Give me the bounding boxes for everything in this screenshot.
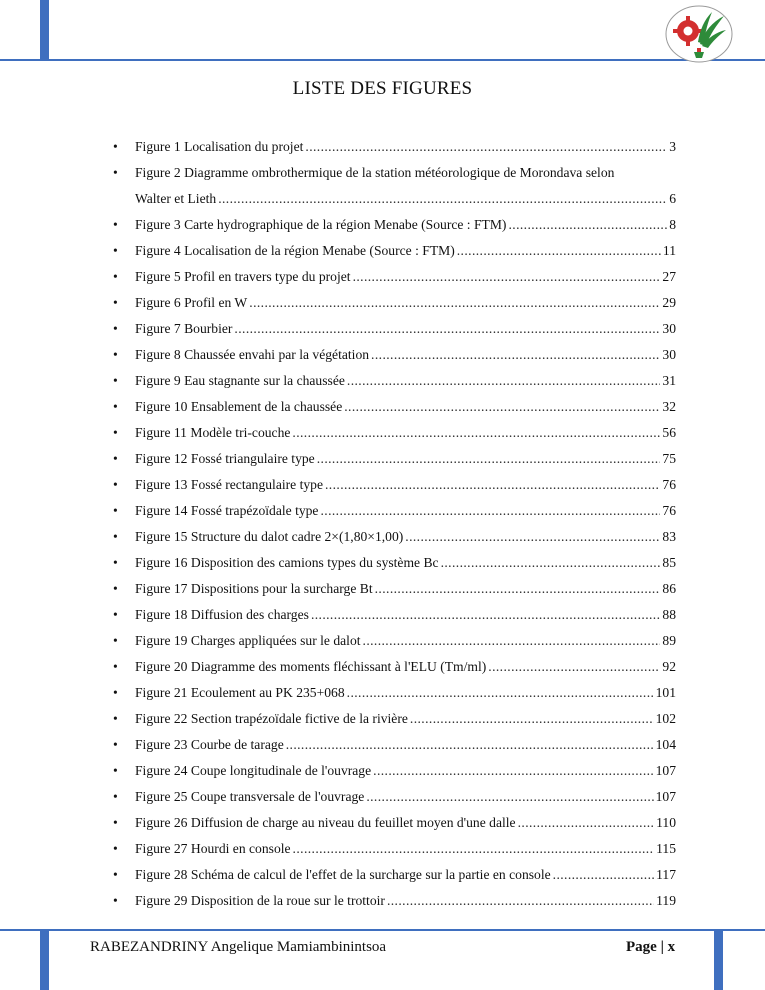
figure-page: 75: [662, 451, 676, 466]
footer-rule: [0, 929, 765, 931]
figure-entry[interactable]: [113, 160, 676, 212]
figure-row: [135, 706, 676, 732]
figure-page: 119: [656, 893, 676, 908]
figure-row: [135, 368, 676, 394]
figure-page: 6: [669, 191, 676, 206]
figure-title: Figure 24 Coupe longitudinale de l'ouvrage: [135, 763, 372, 778]
figure-row: [135, 212, 676, 238]
figure-row: [135, 524, 676, 550]
figure-entry[interactable]: [113, 628, 676, 654]
figure-title: Figure 17 Dispositions pour la surcharge Bt: [135, 581, 373, 596]
figure-entry[interactable]: [113, 290, 676, 316]
figure-title: Figure 11 Modèle tri-couche: [135, 425, 291, 440]
dot-leader: [373, 758, 653, 784]
figure-entry[interactable]: [113, 498, 676, 524]
figure-title: Figure 6 Profil en W: [135, 295, 248, 310]
bullet-icon: •: [113, 841, 118, 856]
dot-leader: [441, 550, 661, 576]
figure-title: Figure 15 Structure du dalot cadre 2×(1,80×1,00): [135, 529, 404, 544]
figure-entry[interactable]: [113, 576, 676, 602]
figure-title: Walter et Lieth: [135, 191, 217, 206]
figure-title: Figure 28 Schéma de calcul de l'effet de la surcharge sur la partie en console: [135, 867, 551, 882]
footer-page-number: [626, 939, 675, 956]
dot-leader: [305, 134, 667, 160]
figure-row: [135, 888, 676, 914]
figure-title: Figure 8 Chaussée envahi par la végétation: [135, 347, 370, 362]
bullet-icon: •: [113, 815, 118, 830]
bullet-icon: •: [113, 555, 118, 570]
figure-entry[interactable]: [113, 550, 676, 576]
figure-row: [135, 316, 676, 342]
figure-page: 117: [656, 867, 676, 882]
figure-title: Figure 22 Section trapézoïdale fictive de la rivière: [135, 711, 408, 726]
header-rule: [0, 59, 765, 61]
figure-page: 107: [655, 763, 676, 778]
bullet-icon: •: [113, 711, 118, 726]
bullet-icon: •: [113, 529, 118, 544]
figure-row: [135, 472, 676, 498]
figure-page: 89: [662, 633, 676, 648]
figure-page: 76: [662, 477, 676, 492]
figure-row: [135, 394, 676, 420]
figure-page: 88: [662, 607, 676, 622]
figure-title: Figure 27 Hourdi en console: [135, 841, 291, 856]
dot-leader: [457, 238, 661, 264]
dot-leader: [344, 394, 660, 420]
figure-row: [135, 680, 676, 706]
figure-entry[interactable]: [113, 238, 676, 264]
dot-leader: [325, 472, 660, 498]
dot-leader: [387, 888, 654, 914]
dot-leader: [320, 498, 660, 524]
dot-leader: [311, 602, 660, 628]
footer-left-bar: [40, 931, 49, 990]
figure-page: 110: [656, 815, 676, 830]
figure-entry[interactable]: [113, 524, 676, 550]
figure-page: 101: [655, 685, 676, 700]
figure-page: 107: [655, 789, 676, 804]
bullet-icon: •: [113, 685, 118, 700]
figure-row: [135, 602, 676, 628]
figure-title-line1: Figure 2 Diagramme ombrothermique de la station météorologique de Morondava selon: [135, 165, 615, 180]
figure-entry[interactable]: [113, 264, 676, 290]
bullet-icon: •: [113, 503, 118, 518]
figure-row: [135, 836, 676, 862]
figure-page: 31: [662, 373, 676, 388]
figure-entry[interactable]: [113, 472, 676, 498]
figure-entry[interactable]: [113, 134, 676, 160]
figure-entry[interactable]: [113, 706, 676, 732]
figure-page: 3: [669, 139, 676, 154]
figure-title: Figure 12 Fossé triangulaire type: [135, 451, 315, 466]
figure-row: [135, 290, 676, 316]
figure-entry[interactable]: [113, 654, 676, 680]
figure-title: Figure 14 Fossé trapézoïdale type: [135, 503, 319, 518]
figure-title: Figure 23 Courbe de tarage: [135, 737, 284, 752]
figure-row: [135, 810, 676, 836]
bullet-icon: •: [113, 425, 118, 440]
figure-entry[interactable]: [113, 888, 676, 914]
figure-page: 30: [662, 347, 676, 362]
dot-leader: [347, 680, 654, 706]
figure-title: Figure 13 Fossé rectangulaire type: [135, 477, 323, 492]
figure-entry[interactable]: [113, 732, 676, 758]
figure-entry[interactable]: [113, 758, 676, 784]
figure-entry[interactable]: [113, 394, 676, 420]
figure-row: [135, 342, 676, 368]
figure-title: Figure 16 Disposition des camions types du système Bc: [135, 555, 439, 570]
figure-page: 86: [662, 581, 676, 596]
figure-entry[interactable]: [113, 602, 676, 628]
bullet-icon: •: [113, 581, 118, 596]
figure-title: Figure 18 Diffusion des charges: [135, 607, 309, 622]
page-number: x: [667, 939, 676, 955]
bullet-icon: •: [113, 295, 118, 310]
figure-page: 83: [662, 529, 676, 544]
bullet-icon: •: [113, 477, 118, 492]
bullet-icon: •: [113, 243, 118, 258]
figure-title: Figure 19 Charges appliquées sur le dalot: [135, 633, 361, 648]
bullet-icon: •: [113, 659, 118, 674]
dot-leader: [347, 368, 661, 394]
figure-page: 11: [662, 243, 676, 258]
figure-entry[interactable]: [113, 862, 676, 888]
bullet-icon: •: [113, 269, 118, 284]
figure-entry[interactable]: [113, 680, 676, 706]
bullet-icon: •: [113, 139, 118, 154]
figure-row: [135, 862, 676, 888]
footer-author: RABEZANDRINY Angelique Mamiambinintsoa: [90, 939, 387, 955]
figure-entry[interactable]: [113, 446, 676, 472]
figure-entry[interactable]: [113, 212, 676, 238]
dot-leader: [363, 628, 661, 654]
dot-leader: [410, 706, 654, 732]
dot-leader: [405, 524, 660, 550]
figure-row: [135, 238, 676, 264]
bullet-icon: •: [113, 789, 118, 804]
figure-row: [135, 264, 676, 290]
figure-title: Figure 4 Localisation de la région Menabe (Source : FTM): [135, 243, 455, 258]
figure-page: 29: [662, 295, 676, 310]
dot-leader: [553, 862, 654, 888]
figure-title: Figure 1 Localisation du projet: [135, 139, 304, 154]
dot-leader: [286, 732, 654, 758]
figure-row: [135, 186, 676, 212]
bullet-icon: •: [113, 893, 118, 908]
footer-right-bar: [714, 929, 723, 990]
dot-leader: [371, 342, 660, 368]
figure-row: [135, 732, 676, 758]
figure-title: Figure 21 Ecoulement au PK 235+068: [135, 685, 345, 700]
dot-leader: [218, 186, 667, 212]
institution-logo: [664, 4, 734, 64]
figure-row: [135, 758, 676, 784]
bullet-icon: •: [113, 737, 118, 752]
figure-row: [135, 576, 676, 602]
dot-leader: [292, 420, 660, 446]
figure-title: Figure 3 Carte hydrographique de la région Menabe (Source : FTM): [135, 217, 507, 232]
bullet-icon: •: [113, 607, 118, 622]
page-separator: |: [660, 939, 664, 955]
bullet-icon: •: [113, 399, 118, 414]
figure-entry[interactable]: [113, 316, 676, 342]
figure-entry[interactable]: [113, 810, 676, 836]
figure-title: Figure 10 Ensablement de la chaussée: [135, 399, 343, 414]
figure-title: Figure 26 Diffusion de charge au niveau du feuillet moyen d'une dalle: [135, 815, 516, 830]
figure-title: Figure 9 Eau stagnante sur la chaussée: [135, 373, 345, 388]
figure-page: 85: [662, 555, 676, 570]
header-left-bar: [40, 0, 49, 60]
figure-page: 104: [655, 737, 676, 752]
figure-entry[interactable]: [113, 784, 676, 810]
figure-row: [135, 550, 676, 576]
figure-page: 27: [662, 269, 676, 284]
figure-title: Figure 25 Coupe transversale de l'ouvrage: [135, 789, 365, 804]
figure-page: 76: [662, 503, 676, 518]
page-label: Page: [626, 939, 657, 955]
figure-entry[interactable]: [113, 368, 676, 394]
figure-page: 56: [662, 425, 676, 440]
figure-row: [135, 784, 676, 810]
dot-leader: [518, 810, 655, 836]
bullet-icon: •: [113, 867, 118, 882]
figure-page: 92: [662, 659, 676, 674]
figure-page: 32: [662, 399, 676, 414]
dot-leader: [375, 576, 661, 602]
bullet-icon: •: [113, 633, 118, 648]
bullet-icon: •: [113, 347, 118, 362]
figure-page: 30: [662, 321, 676, 336]
figure-row: [135, 420, 676, 446]
dot-leader: [317, 446, 661, 472]
figure-page: 8: [669, 217, 676, 232]
figure-page: 102: [655, 711, 676, 726]
figure-entry[interactable]: [113, 420, 676, 446]
figure-entry[interactable]: [113, 836, 676, 862]
figure-row: [135, 498, 676, 524]
bullet-icon: •: [113, 451, 118, 466]
figure-row: [135, 628, 676, 654]
figure-entry[interactable]: [113, 342, 676, 368]
figure-title: Figure 5 Profil en travers type du projet: [135, 269, 351, 284]
dot-leader: [249, 290, 660, 316]
figure-list: [113, 134, 676, 914]
dot-leader: [488, 654, 660, 680]
dot-leader: [234, 316, 660, 342]
bullet-icon: •: [113, 321, 118, 336]
figure-title: Figure 20 Diagramme des moments fléchissant à l'ELU (Tm/ml): [135, 659, 487, 674]
figure-row: [135, 446, 676, 472]
bullet-icon: •: [113, 165, 118, 180]
figure-row: [135, 134, 676, 160]
dot-leader: [508, 212, 667, 238]
dot-leader: [293, 836, 655, 862]
dot-leader: [366, 784, 653, 810]
bullet-icon: •: [113, 217, 118, 232]
bullet-icon: •: [113, 373, 118, 388]
figure-row: [135, 654, 676, 680]
dot-leader: [353, 264, 661, 290]
figure-title: Figure 7 Bourbier: [135, 321, 233, 336]
bullet-icon: •: [113, 763, 118, 778]
figure-page: 115: [656, 841, 676, 856]
figure-title: Figure 29 Disposition de la roue sur le trottoir: [135, 893, 385, 908]
page-title: LISTE DES FIGURES: [292, 78, 473, 99]
